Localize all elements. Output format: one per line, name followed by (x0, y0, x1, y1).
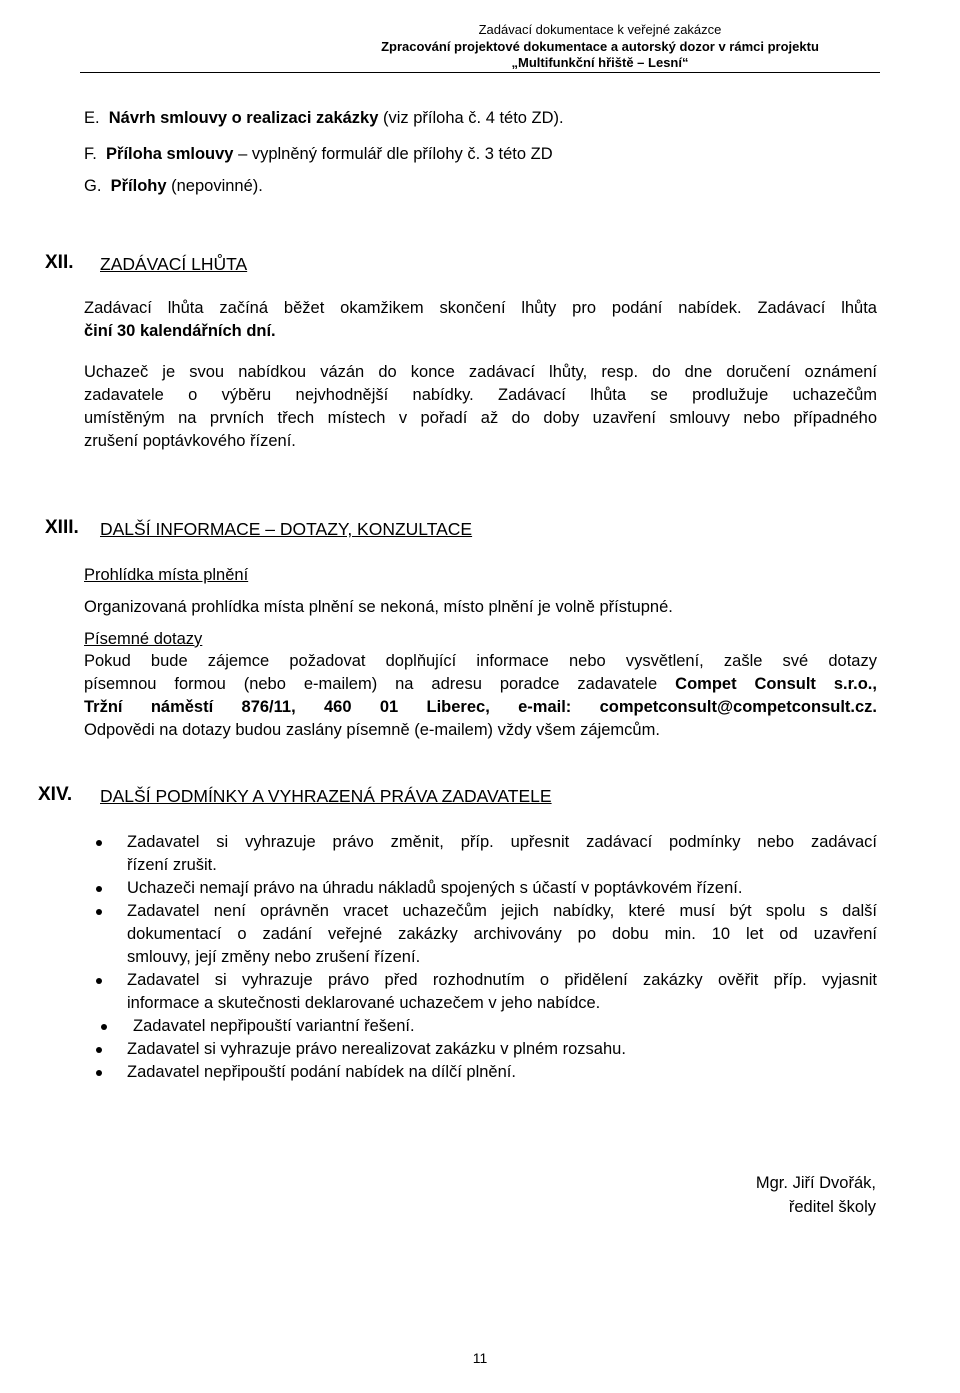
bullet-icon (96, 1070, 102, 1076)
bullet-icon (96, 909, 102, 915)
bullet-icon (96, 1047, 102, 1053)
page-number: 11 (472, 1350, 488, 1366)
list-item-f: F. Příloha smlouvy – vyplněný formulář dle přílohy č. 3 této ZD (84, 145, 553, 163)
signature-block (756, 1171, 876, 1219)
list-item: Zadavatel nepřipouští podání nabídek na dílčí plnění. (84, 1061, 877, 1084)
section-13-number: XIII. (45, 517, 79, 538)
list-item: Uchazeči nemají právo na úhradu nákladů spojených s účastí v poptávkovém řízení. (84, 877, 877, 900)
list-item-e: E. Návrh smlouvy o realizaci zakázky (viz příloha č. 4 této ZD). (84, 109, 564, 127)
list-item: Zadavatel nepřipouští variantní řešení. (84, 1015, 877, 1038)
header-divider (80, 72, 880, 73)
subheading-written-questions: Písemné dotazy (84, 630, 203, 648)
section-14-title: DALŠÍ PODMÍNKY A VYHRAZENÁ PRÁVA ZADAVATELE (100, 786, 552, 806)
section-13-title: DALŠÍ INFORMACE – DOTAZY, KONZULTACE (100, 519, 473, 539)
section-12-number: XII. (45, 252, 74, 273)
subheading-site-visit: Prohlídka místa plnění (84, 566, 249, 584)
bullet-icon (96, 840, 102, 846)
conditions-list (84, 831, 877, 1084)
bullet-icon (101, 1024, 107, 1030)
bullet-icon (96, 978, 102, 984)
section-12-title: ZADÁVACÍ LHŮTA (100, 254, 248, 274)
section-12-paragraph-1: Zadávací lhůta začíná běžet okamžikem skončení lhůty pro podání nabídek. Zadávací lhůta činí 30 kalendářních dní. (84, 299, 877, 340)
site-visit-text: Organizovaná prohlídka místa plnění se nekoná, místo plnění je volně přístupné. (84, 598, 673, 616)
section-14-number: XIV. (38, 784, 73, 805)
list-item: Zadavatel si vyhrazuje právo nerealizovat zakázku v plném rozsahu. (84, 1038, 877, 1061)
bullet-icon (96, 886, 102, 892)
signature-role: ředitel školy (788, 1198, 876, 1216)
header-line-3: „Multifunkční hřiště – Lesní“ (511, 55, 689, 70)
written-questions-paragraph: Pokud bude zájemce požadovat doplňující informace nebo vysvětlení, zašle své dotazy písemnou formou (nebo e-mailem) na adresu poradce zadavatele Compet Consult s.r.o., Tržní náměstí 876/11, 460 01 Liberec, e-mail: competconsult@competconsult.cz. Odpovědi na dotazy budou zaslány písemně (e-mailem) vždy všem zájemcům. (84, 652, 877, 739)
header-line-1: Zadávací dokumentace k veřejné zakázce (478, 22, 722, 37)
list-item-g: G. Přílohy (nepovinné). (84, 177, 263, 195)
header-line-2: Zpracování projektové dokumentace a autorský dozor v rámci projektu (381, 39, 819, 54)
list-item: Zadavatel není oprávněn vracet uchazečům jejich nabídky, které musí být spolu s další dokumentací o zadání veřejné zakázky archivovány po dobu min. 10 let od uzavření smlouvy, její změny nebo zrušení řízení. (84, 900, 877, 969)
list-item: Zadavatel si vyhrazuje právo změnit, příp. upřesnit zadávací podmínky nebo zadávací řízení zrušit. (84, 831, 877, 877)
signature-name: Mgr. Jiří Dvořák, (755, 1174, 876, 1192)
section-12-paragraph-2: Uchazeč je svou nabídkou vázán do konce zadávací lhůty, resp. do dne doručení oznámení zadavatele o výběru nejvhodnější nabídky. Zadávací lhůta se prodlužuje uchazečům umístěným na prvních třech místech v pořadí až do doby uzavření smlouvy nebo případného zrušení poptávkového řízení. (84, 363, 877, 450)
list-item: Zadavatel si vyhrazuje právo před rozhodnutím o přidělení zakázky ověřit příp. vyjasnit informace a skutečnosti deklarované uchazečem v jeho nabídce. (84, 969, 877, 1015)
